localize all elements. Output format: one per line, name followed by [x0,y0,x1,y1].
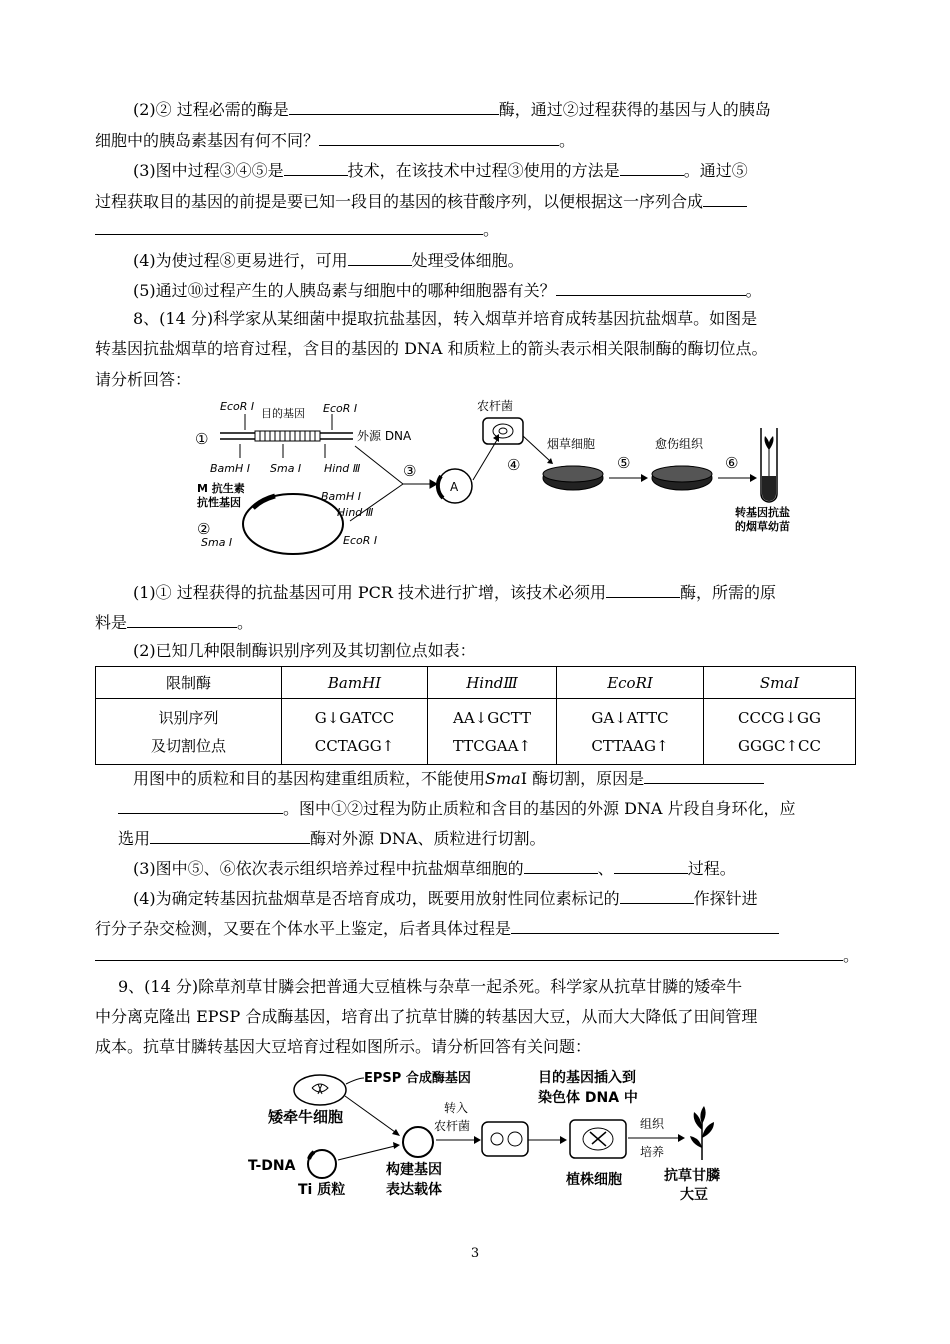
sequence-top: AA↓GCTT [453,708,531,727]
insert-label-1: 目的基因插入到 [538,1070,636,1086]
seedling-label-2: 的烟草幼苗 [735,520,790,533]
q8-p4-text-c: 行分子杂交检测，又要在个体水平上鉴定，后者具体过程是 [95,919,512,938]
sequence-bottom: CCTAGG↑ [314,736,395,755]
vector-label-1: 构建基因 [386,1162,442,1178]
soybean-label-2: 大豆 [680,1187,708,1203]
restriction-enzyme-table [95,666,856,765]
smai-label-2: Sma Ⅰ [201,536,233,549]
q7-p4-text-b: 处理受体细胞。 [411,251,524,270]
step-5-marker: ⑤ [617,454,631,472]
step-1-marker: ① [195,430,209,448]
expression-vector [403,1127,433,1157]
answer-blank[interactable] [118,795,283,814]
q7-p5-text-b: 。 [745,281,762,300]
tissue-label-1: 组织 [640,1117,665,1131]
answer-blank[interactable] [620,157,684,176]
foreign-dna-strand [220,431,353,441]
q8-p4-text-a: (4)为确定转基因抗盐烟草是否培育成功，既要用放射性同位素标记的 [133,889,620,908]
q7-p2-text-d: 。 [559,131,576,150]
q7-p3-text-a: (3)图中过程③④⑤是 [133,161,284,180]
tissue-label-2: 培养 [640,1145,665,1159]
tobacco-cell-label: 烟草细胞 [547,437,596,451]
answer-blank[interactable] [348,247,412,266]
answer-blank[interactable] [556,277,746,296]
table-header-cell: HindⅢ [428,667,557,699]
answer-blank[interactable] [703,188,747,207]
q8-part2-line2 [118,795,796,821]
transfer-label-1: 转入 [444,1101,469,1115]
answer-blank[interactable] [150,825,310,844]
q7-part3-line3 [95,216,499,242]
transfer-label-2: 农杆菌 [434,1119,471,1133]
q9-intro-line1: 9、(14 分)除草剂草甘膦会把普通大豆植株与杂草一起杀死。科学家从抗草甘膦的矮牵牛 [118,977,743,996]
table-cell [282,699,428,765]
q8-p2-text-d: 选用 [118,829,151,848]
q7-p2-text-c: 细胞中的胰岛素基因有何不同？ [95,131,320,150]
agrobacterium-box [483,418,523,444]
agrobacterium-box [482,1122,528,1156]
target-gene-label: 目的基因 [261,407,305,420]
ecori-label-3: EcoR Ⅰ [343,534,378,547]
q8-p2-text-a: 用图中的质粒和目的基因构建重组质粒，不能使用 [133,769,486,788]
answer-blank[interactable] [620,885,694,904]
q7-p2-text-a: (2)② 过程必需的酶是 [133,100,289,119]
answer-blank[interactable] [95,216,483,235]
tdna-label: T-DNA [248,1158,296,1174]
q7-part4 [133,247,524,273]
plant-cell-label: 植株细胞 [566,1172,622,1188]
arrow-plasmid-to-vector [338,1146,395,1160]
table-cell [428,699,557,765]
answer-blank[interactable] [644,765,764,784]
soybean-plant-icon [690,1106,714,1160]
step-3-marker: ③ [403,462,417,480]
seedling-label-1: 转基因抗盐 [735,506,790,519]
q9-intro-line2: 中分离克隆出 EPSP 合成酶基因，培育出了抗草甘膦的转基因大豆，从而大大降低了田间管理 [95,1007,758,1026]
q8-p3-text-c: 过程。 [687,859,736,878]
q8-part2-line1 [133,765,764,791]
arrow-to-vector [345,1096,395,1132]
smai-label: Sma Ⅰ [270,462,302,475]
table-header-cell: SmaⅠ [704,667,856,699]
q8-part1-line2 [95,609,253,635]
row-label-2: 及切割位点 [150,736,226,755]
q7-part2-line1 [133,96,771,122]
answer-blank[interactable] [127,609,237,628]
agrobacterium-label: 农杆菌 [477,399,514,413]
plasmid-a-label: A [450,480,459,494]
sequence-bottom: TTCGAA↑ [453,736,531,755]
table-header-row [96,667,856,699]
hindiii-label-2: Hind Ⅲ [337,506,374,519]
arrow-to-agrobacterium [473,440,497,480]
q8-part4-line3 [95,942,859,968]
bamhi-label-2: BamH Ⅰ [321,490,362,503]
sequence-top: CCCG↓GG [738,708,821,727]
sequence-top: G↓GATCC [314,708,395,727]
ecori-label-2: EcoR Ⅰ [323,402,358,415]
table-cell [557,699,704,765]
step-4-marker: ④ [507,456,521,474]
q8-p2-sma: Sma [485,769,521,788]
petunia-cell-label: 矮牵牛细胞 [268,1108,344,1126]
answer-blank[interactable] [289,96,499,115]
q8-intro-line1: 8、(14 分)科学家从某细菌中提取抗盐基因，转入烟草并培育成转基因抗盐烟草。如图是 [133,309,758,328]
sequence-bottom: CTTAAG↑ [591,736,669,755]
epsp-gene-label: EPSP 合成酶基因 [364,1071,471,1086]
sequence-bottom: GGGC↑CC [738,736,821,755]
answer-blank[interactable] [606,579,680,598]
step-2-marker: ② [197,520,211,538]
ti-plasmid-label: Ti 质粒 [298,1182,346,1198]
q9-intro-line3: 成本。抗草甘膦转基因大豆培育过程如图所示。请分析回答有关问题： [95,1037,592,1056]
answer-blank[interactable] [319,127,559,146]
q8-p3-text-a: (3)图中⑤、⑥依次表示组织培养过程中抗盐烟草细胞的 [133,859,524,878]
q8-intro-line3: 请分析回答： [95,370,192,389]
q7-part3-line2 [95,188,747,214]
step-6-marker: ⑥ [725,454,739,472]
q9-diagram [240,1060,740,1210]
q7-p5-text-a: (5)通过⑩过程产生的人胰岛素与细胞中的哪种细胞器有关？ [133,281,556,300]
sequence-top: GA↓ATTC [591,708,669,727]
q7-part2-line2 [95,127,575,153]
q7-part5 [133,277,762,303]
m-resistance-label-1: M 抗生素 [197,482,245,495]
answer-blank[interactable] [614,855,688,874]
hindiii-label: Hind Ⅲ [324,462,361,475]
arrow-to-tobacco [523,436,550,461]
q8-p1-text-c: 料是 [95,613,128,632]
table-cell [96,699,282,765]
q8-p4-text-d: 。 [843,946,860,965]
insert-label-2: 染色体 DNA 中 [538,1090,638,1106]
answer-blank[interactable] [95,942,843,961]
bamhi-label: BamH Ⅰ [210,462,251,475]
q7-p4-text-a: (4)为使过程⑧更易进行，可用 [133,251,348,270]
table-header-cell: 限制酶 [96,667,282,699]
table-header-cell: EcoRⅠ [557,667,704,699]
answer-blank[interactable] [284,157,348,176]
q8-part2-intro: (2)已知几种限制酶识别序列及其切割位点如表： [133,641,476,660]
q8-p1-text-b: 酶，所需的原 [679,583,776,602]
foreign-dna-label: 外源 DNA [357,429,412,443]
page-number: 3 [470,1246,480,1261]
table-cell [704,699,856,765]
table-header-cell: BamHⅠ [282,667,428,699]
q7-p3-text-e: 。 [483,220,500,239]
q8-p2-text-e: 酶对外源 DNA、质粒进行切割。 [310,829,546,848]
row-label-1: 识别序列 [158,708,219,727]
q8-part1-line1 [133,579,776,605]
q8-p1-text-d: 。 [237,613,254,632]
callus-label: 愈伤组织 [655,437,704,451]
q8-part4-line2 [95,915,779,941]
q8-part4-line1 [133,885,758,911]
q8-intro-line2: 转基因抗盐烟草的培育过程，含目的基因的 DNA 和质粒上的箭头表示相关限制酶的酶切位点。 [95,339,768,358]
q8-part3 [133,855,736,881]
q7-p3-text-b: 技术，在该技术中过程③使用的方法是 [347,161,620,180]
answer-blank[interactable] [524,855,598,874]
ecori-label: EcoR Ⅰ [220,400,255,413]
q8-part2-line3 [118,825,546,851]
q7-part3-line1 [133,157,748,183]
q8-p3-text-b: 、 [597,859,614,878]
inserted-gene [438,476,443,498]
q8-p2-text-c: 。图中①②过程为防止质粒和含目的基因的外源 DNA 片段自身环化，应 [283,799,796,818]
q7-p2-text-b: 酶，通过②过程获得的基因与人的胰岛 [498,100,771,119]
m-resistance-label-2: 抗性基因 [197,496,241,509]
test-tube-seedling [761,428,777,502]
q8-p2-text-b: Ⅰ 酶切割，原因是 [520,769,645,788]
m-resistance-gene [253,496,275,508]
q8-p4-text-b: 作探针进 [693,889,758,908]
vector-label-2: 表达载体 [386,1182,442,1198]
q7-p3-text-c: 。通过⑤ [683,161,748,180]
answer-blank[interactable] [511,915,779,934]
q7-p3-text-d: 过程获取目的基因的前提是要已知一段目的基因的核苷酸序列，以便根据这一序列合成 [95,192,704,211]
soybean-label-1: 抗草甘膦 [664,1168,720,1184]
table-row [96,699,856,765]
q8-diagram [185,396,825,556]
q8-p1-text-a: (1)① 过程获得的抗盐基因可用 PCR 技术进行扩增，该技术必须用 [133,583,606,602]
